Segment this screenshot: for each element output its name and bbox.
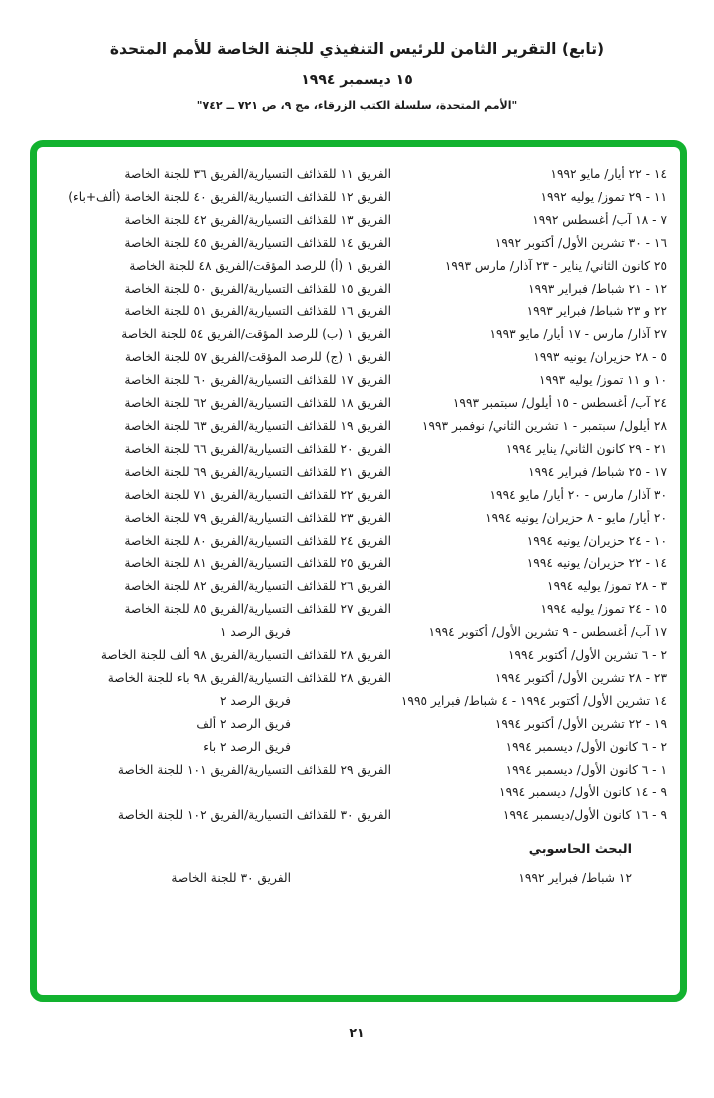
table-row (47, 278, 667, 301)
inspection-date-cell: ١٤ - ٢٢ حزيران/ يونيه ١٩٩٤ (526, 556, 667, 571)
inspection-date-cell: ٢١ - ٢٩ كانون الثاني/ يناير ١٩٩٤ (505, 441, 667, 456)
inspection-date-cell: ١٧ آب/ أغسطس - ٩ تشرين الأول/ أكتوبر ١٩٩٤ (428, 625, 667, 640)
inspection-date-cell: ١٥ - ٢٤ تموز/ يوليه ١٩٩٤ (540, 602, 667, 617)
table-row (47, 644, 667, 667)
computer-search-section (47, 839, 667, 890)
page-number: ٢١ (349, 1025, 365, 1040)
inspection-team-cell: الفريق ١٩ للقذائف التسيارية/الفريق ٦٣ للجنة الخاصة (124, 418, 391, 433)
table-row (47, 232, 667, 255)
inspection-team-cell: الفريق ١١ للقذائف التسيارية/الفريق ٣٦ للجنة الخاصة (124, 167, 391, 181)
inspection-team-cell: الفريق ١ (أ) للرصد المؤقت/الفريق ٤٨ للجنة الخاصة (129, 258, 391, 273)
inspection-team-cell (47, 781, 391, 804)
table-row (47, 255, 667, 278)
inspection-date-cell: ٢٧ آذار/ مارس - ١٧ أيار/ مايو ١٩٩٣ (489, 327, 667, 342)
inspection-date-cell: ١٦ - ٣٠ تشرين الأول/ أكتوبر ١٩٩٢ (494, 235, 667, 250)
inspection-team-cell: الفريق ٢٨ للقذائف التسيارية/الفريق ٩٨ ألف للجنة الخاصة (100, 648, 391, 663)
inspection-team-cell: الفريق ٢٢ للقذائف التسيارية/الفريق ٧١ للجنة الخاصة (124, 487, 391, 502)
inspection-team-cell: الفريق ٢٨ للقذائف التسيارية/الفريق ٩٨ باء للجنة الخاصة (107, 670, 391, 685)
inspection-date-cell: ٧ - ١٨ آب/ أغسطس ١٩٩٢ (532, 212, 667, 227)
table-row (47, 759, 667, 782)
inspection-team-cell: الفريق ١٦ للقذائف التسيارية/الفريق ٥١ للجنة الخاصة (124, 304, 391, 319)
inspection-team-cell: الفريق ٢٦ للقذائف التسيارية/الفريق ٨٢ للجنة الخاصة (124, 579, 391, 594)
inspection-team-cell: الفريق ٢١ للقذائف التسيارية/الفريق ٦٩ للجنة الخاصة (124, 464, 391, 479)
inspection-date-cell: ١٠ - ٢٤ حزيران/ يونيه ١٩٩٤ (526, 533, 667, 548)
inspection-date-cell: ٢٤ آب/ أغسطس - ١٥ أيلول/ سبتمبر ١٩٩٣ (452, 396, 667, 411)
table-row (47, 163, 667, 186)
inspection-table (47, 163, 667, 827)
inspection-date-cell: ٢٠ أيار/ مايو - ٨ حزيران/ يونيه ١٩٩٤ (485, 510, 667, 525)
table-row (47, 323, 667, 346)
table-row (47, 369, 667, 392)
inspection-date-cell: ١ - ٦ كانون الأول/ ديسمبر ١٩٩٤ (505, 762, 667, 777)
inspection-date-cell: ٢ - ٦ كانون الأول/ ديسمبر ١٩٩٤ (505, 739, 667, 754)
section-table (47, 867, 632, 890)
table-row (47, 300, 667, 323)
table-row (47, 530, 667, 553)
inspection-team-cell: الفريق ١ (ب) للرصد المؤقت/الفريق ٥٤ للجنة الخاصة (121, 327, 391, 342)
report-source-citation: "الأمم المتحدة، سلسلة الكتب الزرقاء، مج ٩، ص ٧٢١ ــ ٧٤٢" (196, 99, 518, 112)
inspection-date-cell: ٥ - ٢٨ حزيران/ يونيه ١٩٩٣ (533, 350, 667, 365)
inspection-team-cell: الفريق ٢٥ للقذائف التسيارية/الفريق ٨١ للجنة الخاصة (124, 556, 391, 571)
table-row (47, 598, 667, 621)
inspection-date-cell: ٢٥ كانون الثاني/ يناير - ٢٣ آذار/ مارس ١٩٩٣ (444, 258, 667, 273)
inspection-team-cell: الفريق ٢٠ للقذائف التسيارية/الفريق ٦٦ للجنة الخاصة (124, 441, 391, 456)
inspection-date-cell: ٢٨ أيلول/ سبتمبر - ١ تشرين الثاني/ نوفمبر ١٩٩٣ (421, 418, 667, 433)
inspection-team-cell: الفريق ١٧ للقذائف التسيارية/الفريق ٦٠ للجنة الخاصة (124, 373, 391, 388)
inspection-date-cell: ١٤ تشرين الأول/ أكتوبر ١٩٩٤ - ٤ شباط/ فبراير ١٩٩٥ (400, 693, 667, 708)
inspection-team-cell: الفريق ٣٠ للجنة الخاصة (171, 871, 291, 886)
inspection-team-cell: الفريق ١ (ج) للرصد المؤقت/الفريق ٥٧ للجنة الخاصة (124, 350, 391, 365)
inspection-date-cell: ٢٣ - ٢٨ تشرين الأول/ أكتوبر ١٩٩٤ (494, 670, 667, 685)
inspection-date-cell: ١٧ - ٢٥ شباط/ فبراير ١٩٩٤ (528, 464, 667, 479)
inspection-date-cell: ٢ - ٦ تشرين الأول/ أكتوبر ١٩٩٤ (507, 648, 667, 663)
inspection-team-cell: الفريق ١٢ للقذائف التسيارية/الفريق ٤٠ للجنة الخاصة (ألف+باء) (68, 189, 391, 204)
inspection-date-cell: ٩ - ١٤ كانون الأول/ ديسمبر ١٩٩٤ (499, 785, 667, 800)
table-row (47, 552, 667, 575)
inspection-date-cell: ٣ - ٢٨ تموز/ يوليه ١٩٩٤ (547, 579, 667, 594)
inspection-date-cell: ١٠ و ١١ تموز/ يوليه ١٩٩٣ (539, 373, 667, 388)
content-frame (30, 140, 687, 1002)
inspection-team-cell: الفريق ١٣ للقذائف التسيارية/الفريق ٤٢ للجنة الخاصة (124, 212, 391, 227)
table-row (47, 438, 667, 461)
report-header (0, 0, 714, 112)
inspection-team-cell: فريق الرصد ٢ باء (203, 739, 291, 754)
inspection-team-cell: فريق الرصد ٢ (220, 693, 291, 708)
inspection-date-cell: ١٤ - ٢٢ أيار/ مايو ١٩٩٢ (550, 167, 667, 181)
table-row (47, 346, 667, 369)
table-row (47, 392, 667, 415)
report-title: (تابع) التقرير الثامن للرئيس التنفيذي للجنة الخاصة للأمم المتحدة (109, 40, 605, 58)
inspection-team-cell: الفريق ٢٩ للقذائف التسيارية/الفريق ١٠١ للجنة الخاصة (117, 762, 391, 777)
inspection-team-cell: فريق الرصد ١ (220, 625, 291, 640)
inspection-team-cell: الفريق ١٥ للقذائف التسيارية/الفريق ٥٠ للجنة الخاصة (124, 281, 391, 296)
inspection-date-cell: ٩ - ١٦ كانون الأول/ديسمبر ١٩٩٤ (502, 808, 667, 823)
table-row (47, 461, 667, 484)
inspection-team-cell: الفريق ٢٣ للقذائف التسيارية/الفريق ٧٩ للجنة الخاصة (124, 510, 391, 525)
inspection-team-cell: الفريق ١٤ للقذائف التسيارية/الفريق ٤٥ للجنة الخاصة (124, 235, 391, 250)
table-row (47, 804, 667, 827)
inspection-date-cell: ٣٠ آذار/ مارس - ٢٠ أيار/ مايو ١٩٩٤ (489, 487, 667, 502)
inspection-team-cell: الفريق ٢٤ للقذائف التسيارية/الفريق ٨٠ للجنة الخاصة (124, 533, 391, 548)
table-row (47, 667, 667, 690)
section-title: البحث الحاسوبي (528, 842, 632, 858)
inspection-team-cell: الفريق ٣٠ للقذائف التسيارية/الفريق ١٠٢ للجنة الخاصة (117, 808, 391, 823)
table-row (47, 186, 667, 209)
table-row (47, 713, 667, 736)
report-date: ١٥ ديسمبر ١٩٩٤ (301, 72, 413, 88)
table-row (47, 507, 667, 530)
inspection-date-cell: ٢٢ و ٢٣ شباط/ فبراير ١٩٩٣ (526, 304, 667, 319)
inspection-date-cell: ١٢ شباط/ فبراير ١٩٩٢ (518, 871, 632, 886)
table-row (47, 209, 667, 232)
table-row (47, 575, 667, 598)
inspection-team-cell: الفريق ١٨ للقذائف التسيارية/الفريق ٦٢ للجنة الخاصة (124, 396, 391, 411)
table-row (47, 415, 667, 438)
inspection-date-cell: ١٩ - ٢٢ تشرين الأول/ أكتوبر ١٩٩٤ (494, 716, 667, 731)
table-row (47, 690, 667, 713)
table-row (47, 621, 667, 644)
table-row (47, 736, 667, 759)
inspection-date-cell: ١٢ - ٢١ شباط/ فبراير ١٩٩٣ (528, 281, 667, 296)
table-row (47, 781, 667, 804)
table-row (47, 867, 632, 890)
table-row (47, 484, 667, 507)
inspection-date-cell: ١١ - ٢٩ تموز/ يوليه ١٩٩٢ (540, 189, 667, 204)
inspection-team-cell: فريق الرصد ٢ ألف (196, 716, 291, 731)
inspection-team-cell: الفريق ٢٧ للقذائف التسيارية/الفريق ٨٥ للجنة الخاصة (124, 602, 391, 617)
